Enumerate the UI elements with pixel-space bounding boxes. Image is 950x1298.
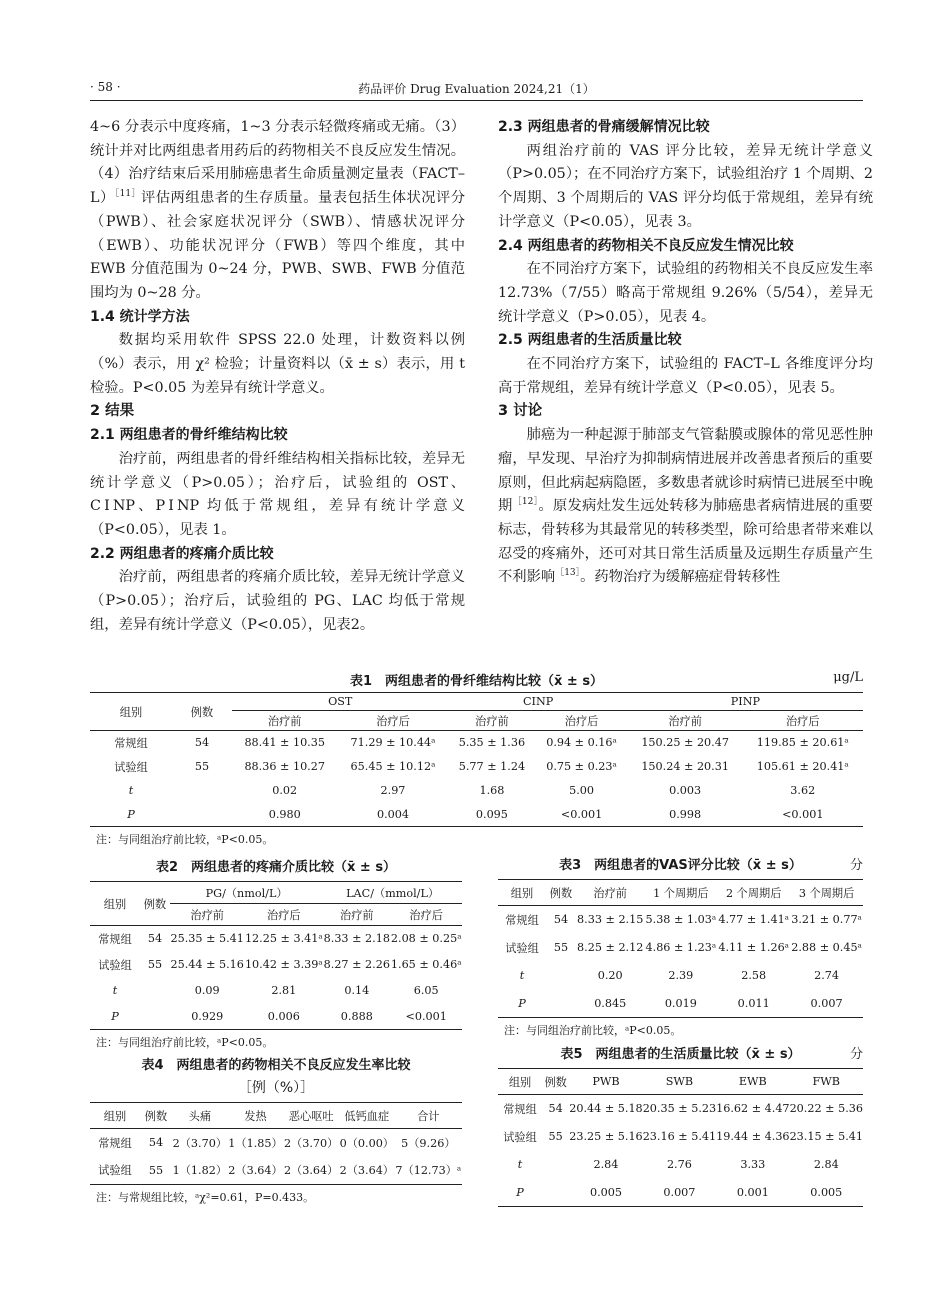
cell: 0.007 xyxy=(663,1185,696,1199)
cell: 试验组 xyxy=(505,941,539,955)
header-cell: 组别 xyxy=(510,886,534,900)
header-cell: 组别 xyxy=(90,693,172,731)
table-row xyxy=(90,1157,462,1185)
header-cell: 例数 xyxy=(144,1109,168,1123)
cell xyxy=(140,1004,170,1030)
left-column xyxy=(90,116,465,637)
table-row xyxy=(498,906,863,934)
cell: 8.33 ± 2.18 xyxy=(323,932,390,946)
cell: 8.33 ± 2.15 xyxy=(577,913,644,927)
running-header xyxy=(90,74,863,101)
cell: 2（3.64） xyxy=(228,1164,283,1178)
header-cell: 3 个周期后 xyxy=(798,886,855,900)
cell: 8.25 ± 2.12 xyxy=(577,941,644,954)
cell: 23.16 ± 5.41 xyxy=(642,1130,717,1143)
cell xyxy=(546,962,576,990)
cell: 2.08 ± 0.25ᵃ xyxy=(390,932,462,946)
cell: 16.62 ± 4.47 xyxy=(716,1102,790,1116)
data-table xyxy=(498,879,863,1018)
cell: P xyxy=(127,807,135,821)
header-cell: 治疗前 xyxy=(340,908,374,922)
cell: 25.44 ± 5.16 xyxy=(170,958,244,971)
cell: 常规组 xyxy=(114,736,148,750)
cell: 2（3.70） xyxy=(172,1136,228,1150)
cell: 0.004 xyxy=(376,807,409,821)
cell xyxy=(546,990,576,1018)
text: 肺癌为一种起源于肺部支气管黏膜或腺体的常见恶性肿瘤，早发现、早治疗为抑制病情进展并改善患者预后的重要原则，但此病起病隐匿，多数患者就诊时病情已进展至中晚期 xyxy=(498,427,873,515)
cell: 20.22 ± 5.36 xyxy=(789,1102,863,1116)
cell: 0.02 xyxy=(272,784,298,797)
cell: P xyxy=(518,996,526,1010)
cell: 试验组 xyxy=(98,1164,132,1178)
table-caption xyxy=(498,1043,863,1062)
cell: 3.21 ± 0.77ᵃ xyxy=(791,913,862,927)
cell: 2.97 xyxy=(380,784,406,797)
header-cell: 组别 xyxy=(90,882,140,926)
header-cell: EWB xyxy=(738,1075,767,1088)
header-cell: 治疗前 xyxy=(668,714,702,728)
citation: ［13］ xyxy=(555,568,581,579)
cell: 0（0.00） xyxy=(339,1136,394,1150)
cell: 0.20 xyxy=(597,969,623,982)
table-caption xyxy=(498,854,863,873)
cell: 23.25 ± 5.16 xyxy=(569,1130,643,1143)
table-row xyxy=(90,926,462,952)
cell: 23.15 ± 5.41 xyxy=(789,1130,863,1143)
paragraph: 在不同治疗方案下，试验组的 FACT–L 各维度评分均高于常规组，差异有统计学意义（P<0.05），见表 5。 xyxy=(498,356,873,396)
cell: 4.77 ± 1.41ᵃ xyxy=(718,913,789,927)
cell: 0.845 xyxy=(594,996,627,1010)
cell: 150.25 ± 20.47 xyxy=(641,736,729,750)
section-heading: 2.5 两组患者的生活质量比较 xyxy=(498,332,682,349)
header-cell: LAC/（mmol/L） xyxy=(323,882,462,904)
cell: 3.33 xyxy=(740,1158,766,1171)
header-cell: PWB xyxy=(592,1075,620,1088)
cell xyxy=(172,803,232,827)
header-cell: 例数 xyxy=(172,693,232,731)
cell: 150.24 ± 20.31 xyxy=(641,760,729,773)
cell: 105.61 ± 20.41ᵃ xyxy=(756,760,849,773)
text: 4~6 分表示中度疼痛，1~3 分表示轻微疼痛或无痛。（3）统计并对比两组患者用药后的药物相关不良反应发生情况。（4）治疗结束后采用肺癌患者生命质量测定量表（FACT–L） xyxy=(90,119,465,207)
cell: <0.001 xyxy=(405,1009,447,1023)
cell: 55 xyxy=(553,941,569,954)
table-row xyxy=(90,755,863,779)
cell: 2.88 ± 0.45ᵃ xyxy=(791,941,862,954)
header-cell: FWB xyxy=(812,1075,841,1088)
header-cell: 组别 xyxy=(103,1109,127,1123)
table-row xyxy=(498,1123,863,1151)
cell: 5.38 ± 1.03ᵃ xyxy=(645,913,717,927)
paragraph xyxy=(90,116,465,306)
text: 评估两组患者的生存质量。量表包括生体状况评分（PWB）、社会家庭状况评分（SWB）、情感状况评分（EWB）、功能状况评分（FWB）等四个维度，其中 EWB 分值范围为 0~24 分，PWB、SWB、FWB 分值范围均为 0~28 分。 xyxy=(90,190,466,301)
paragraph: 两组治疗前的 VAS 评分比较，差异无统计学意义（P>0.05）；在不同治疗方案下，试验组治疗 1 个周期、2 个周期、3 个周期后的 VAS 评分均低于常规组，差异有统计学意义（P<0.05），见表 3。 xyxy=(498,142,873,230)
text: 。药物治疗为缓解癌症骨转移性 xyxy=(580,569,781,586)
table-title: 表3 两组患者的VAS评分比较（x̄ ± s） xyxy=(559,858,802,873)
paragraph: 数据均采用软件 SPSS 22.0 处理，计数资料以例（%）表示，用 χ² 检验；计量资料以（x̄ ± s）表示，用 t 检验。P<0.05 为差异有统计学意义。 xyxy=(90,332,465,396)
text: 。原发病灶发生远处转移为肺癌患者病情进展的重要标志，骨转移为其最常见的转移类型，除可给患者带来难以忍受的疼痛外，还可对其日常生活质量及远期生存质量产生不利影响 xyxy=(498,498,874,586)
cell: 2.39 xyxy=(668,969,694,982)
cell: 54 xyxy=(194,736,210,750)
table-1 xyxy=(90,670,863,847)
cell: 54 xyxy=(148,1136,164,1150)
table-row xyxy=(498,962,863,990)
cell xyxy=(542,1151,569,1179)
header-cell: 低钙血症 xyxy=(344,1109,390,1123)
header-cell: 治疗后 xyxy=(564,714,599,728)
header-cell: 发热 xyxy=(244,1109,267,1123)
cell: 0.007 xyxy=(810,996,843,1010)
cell xyxy=(542,1179,569,1207)
cell: 试验组 xyxy=(503,1130,537,1144)
cell xyxy=(140,978,170,1004)
table-4 xyxy=(90,1054,462,1205)
table-row xyxy=(90,803,863,827)
right-column xyxy=(498,116,873,590)
table-caption: 表2 两组患者的疼痛介质比较（x̄ ± s） xyxy=(155,860,397,875)
data-table xyxy=(498,1068,863,1207)
cell: 3.62 xyxy=(790,784,816,797)
table-3 xyxy=(498,854,863,1038)
cell: 0.006 xyxy=(267,1009,300,1023)
cell: 0.888 xyxy=(340,1009,373,1023)
table-row xyxy=(498,990,863,1018)
cell: 55 xyxy=(147,958,163,971)
cell: 54 xyxy=(553,913,569,927)
paragraph: 治疗前，两组患者的疼痛介质比较，差异无统计学意义（P>0.05）；治疗后，试验组的 PG、LAC 均低于常规组，差异有统计学意义（P<0.05），见表2。 xyxy=(90,569,465,633)
data-table xyxy=(90,1102,462,1185)
table-5 xyxy=(498,1043,863,1207)
cell: 20.44 ± 5.18 xyxy=(569,1102,643,1116)
cell: 88.36 ± 10.27 xyxy=(244,760,325,773)
cell: 2.74 xyxy=(814,969,840,982)
table-note: 注：与同组治疗前比较，ᵃP<0.05。 xyxy=(504,1024,682,1037)
cell: 0.019 xyxy=(664,996,697,1010)
cell: 2.81 xyxy=(271,984,297,997)
cell: 2.58 xyxy=(741,969,767,982)
cell: 常规组 xyxy=(505,913,539,927)
cell: 55 xyxy=(194,760,210,773)
cell: 5.00 xyxy=(569,784,594,797)
header-cell: 治疗前 xyxy=(267,714,302,728)
table-row xyxy=(90,978,462,1004)
paragraph xyxy=(498,424,873,590)
section-heading: 3 讨论 xyxy=(498,403,543,420)
cell: 常规组 xyxy=(98,1136,132,1150)
cell: 71.29 ± 10.44ᵃ xyxy=(350,736,436,750)
cell: 88.41 ± 10.35 xyxy=(244,736,325,750)
table-row xyxy=(90,779,863,803)
cell: 0.94 ± 0.16ᵃ xyxy=(546,736,617,750)
table-row xyxy=(498,1179,863,1207)
cell: 5（9.26） xyxy=(401,1136,456,1150)
cell: 0.09 xyxy=(194,984,220,997)
cell: 0.14 xyxy=(344,984,370,997)
cell: 6.05 xyxy=(413,984,439,997)
section-heading: 2 结果 xyxy=(90,403,135,420)
header-cell: 治疗前 xyxy=(475,714,509,728)
cell: 0.005 xyxy=(810,1185,843,1199)
header-cell: 1 个周期后 xyxy=(653,886,709,900)
cell: 1.65 ± 0.46ᵃ xyxy=(390,958,462,971)
cell: 2.84 xyxy=(813,1158,839,1171)
table-row xyxy=(498,1095,863,1123)
journal-title: 药品评价 Drug Evaluation 2024,21（1） xyxy=(358,82,595,96)
cell: 5.77 ± 1.24 xyxy=(458,760,526,773)
cell: 4.86 ± 1.23ᵃ xyxy=(645,941,717,954)
table-unit: 分 xyxy=(849,1047,863,1062)
cell xyxy=(172,779,232,803)
cell: 55 xyxy=(148,1163,164,1177)
header-cell: 恶心呕吐 xyxy=(288,1109,334,1123)
table-title: 表1 两组患者的骨纤维结构比较（x̄ ± s） xyxy=(349,674,604,689)
header-cell: SWB xyxy=(665,1075,694,1088)
cell: 5.35 ± 1.36 xyxy=(458,736,526,750)
header-cell: 2 个周期后 xyxy=(725,886,782,900)
header-cell: 治疗后 xyxy=(409,908,443,922)
header-cell: 例数 xyxy=(549,886,573,900)
cell: 0.011 xyxy=(737,996,770,1010)
cell: t xyxy=(519,969,525,982)
table-caption: 表4 两组患者的药物相关不良反应发生率比较 xyxy=(141,1058,411,1073)
table-row xyxy=(90,731,863,755)
cell: P xyxy=(516,1185,524,1199)
header-cell: OST xyxy=(232,693,449,711)
cell: 2（3.64） xyxy=(339,1164,394,1178)
header-cell: 治疗前 xyxy=(593,886,627,900)
cell: 65.45 ± 10.12ᵃ xyxy=(350,760,436,773)
table-row xyxy=(90,952,462,978)
cell: 2.84 xyxy=(593,1158,619,1171)
cell: 1（1.82） xyxy=(172,1164,228,1178)
header-cell: 治疗后 xyxy=(785,714,820,728)
header-cell: CⅠNP xyxy=(449,693,628,711)
citation: ［11］ xyxy=(114,189,142,200)
cell: 8.27 ± 2.26 xyxy=(323,958,390,971)
paragraph: 治疗前，两组患者的骨纤维结构相关指标比较，差异无统计学意义（P>0.05）；治疗后，试验组的 OST、CⅠNP、PⅠNP 均低于常规组，差异有统计学意义（P<0.05），见表 1。 xyxy=(90,450,465,538)
cell: <0.001 xyxy=(560,807,603,821)
cell: 0.005 xyxy=(589,1185,622,1199)
data-table xyxy=(90,692,863,827)
header-cell: 治疗前 xyxy=(190,908,224,922)
section-heading: 2.2 两组患者的疼痛介质比较 xyxy=(90,545,274,562)
cell: 25.35 ± 5.41 xyxy=(170,932,244,946)
table-row xyxy=(498,1151,863,1179)
cell: 试验组 xyxy=(98,958,132,972)
cell: P xyxy=(111,1009,119,1023)
cell: 1（1.85） xyxy=(228,1136,283,1150)
header-cell: 合计 xyxy=(417,1109,440,1123)
header-cell: 组别 xyxy=(508,1075,532,1089)
table-note: 注：与常规组比较，ᵃχ²=0.61，P=0.433。 xyxy=(96,1191,315,1204)
cell: 试验组 xyxy=(114,760,148,774)
paragraph: 在不同治疗方案下，试验组的药物相关不良反应发生率 12.73%（7/55）略高于常规组 9.26%（5/54），差异无统计学意义（P>0.05），见表 4。 xyxy=(498,261,873,325)
table-note: 注：与同组治疗前比较，ᵃP<0.05。 xyxy=(96,833,274,846)
header-cell: 例数 xyxy=(140,882,170,926)
data-table xyxy=(90,881,462,1030)
cell: 2.76 xyxy=(666,1158,692,1171)
header-cell: 头痛 xyxy=(188,1109,212,1123)
section-heading: 2.3 两组患者的骨痛缓解情况比较 xyxy=(498,119,710,135)
table-unit: 分 xyxy=(849,858,863,873)
cell: t xyxy=(128,784,134,797)
header-cell: 治疗后 xyxy=(267,908,301,922)
header-cell: PG/（nmol/L） xyxy=(170,882,323,904)
cell: 7（12.73）ᵃ xyxy=(395,1164,462,1178)
citation: ［12］ xyxy=(512,497,539,508)
cell: 0.001 xyxy=(736,1185,769,1199)
cell: 0.998 xyxy=(669,807,702,821)
cell: t xyxy=(517,1158,523,1171)
header-cell: 例数 xyxy=(544,1075,567,1089)
cell: 4.11 ± 1.26ᵃ xyxy=(718,941,789,954)
cell: 20.35 ± 5.23 xyxy=(642,1102,717,1116)
cell: 19.44 ± 4.36 xyxy=(716,1130,790,1143)
header-cell: 治疗后 xyxy=(376,714,410,728)
table-unit: μg/L xyxy=(833,670,863,685)
cell: 12.25 ± 3.41ᵃ xyxy=(244,932,323,946)
table-row xyxy=(90,1129,462,1157)
cell: 0.929 xyxy=(191,1009,224,1023)
table-row xyxy=(90,1004,462,1030)
table-title: 表5 两组患者的生活质量比较（x̄ ± s） xyxy=(560,1047,801,1062)
cell: 2（3.70） xyxy=(283,1136,339,1150)
page-number: · 58 · xyxy=(90,80,121,94)
cell: 54 xyxy=(147,932,163,946)
cell: 119.85 ± 20.61ᵃ xyxy=(756,736,849,750)
cell: 1.68 xyxy=(479,784,505,797)
table-2 xyxy=(90,856,462,1050)
cell: 0.095 xyxy=(475,807,508,821)
section-heading: 2.1 两组患者的骨纤维结构比较 xyxy=(90,427,288,444)
table-note: 注：与同组治疗前比较，ᵃP<0.05。 xyxy=(96,1036,274,1049)
table-row xyxy=(498,934,863,962)
cell: <0.001 xyxy=(782,807,824,821)
cell: 常规组 xyxy=(98,932,132,946)
header-cell: PⅠNP xyxy=(628,693,863,711)
cell: 0.003 xyxy=(669,784,702,797)
cell: 0.980 xyxy=(268,807,301,821)
table-caption xyxy=(90,670,863,689)
section-heading: 2.4 两组患者的药物相关不良反应发生情况比较 xyxy=(498,237,794,254)
cell: 10.42 ± 3.39ᵃ xyxy=(244,958,323,971)
cell: 2（3.64） xyxy=(283,1164,339,1178)
cell: 54 xyxy=(548,1102,563,1116)
section-heading: 1.4 统计学方法 xyxy=(90,308,190,325)
table-subtitle: ［例（%）］ xyxy=(237,1080,315,1096)
cell: 常规组 xyxy=(503,1102,537,1116)
cell: 55 xyxy=(548,1130,563,1143)
cell: t xyxy=(112,984,118,997)
cell: 0.75 ± 0.23ᵃ xyxy=(546,760,617,773)
